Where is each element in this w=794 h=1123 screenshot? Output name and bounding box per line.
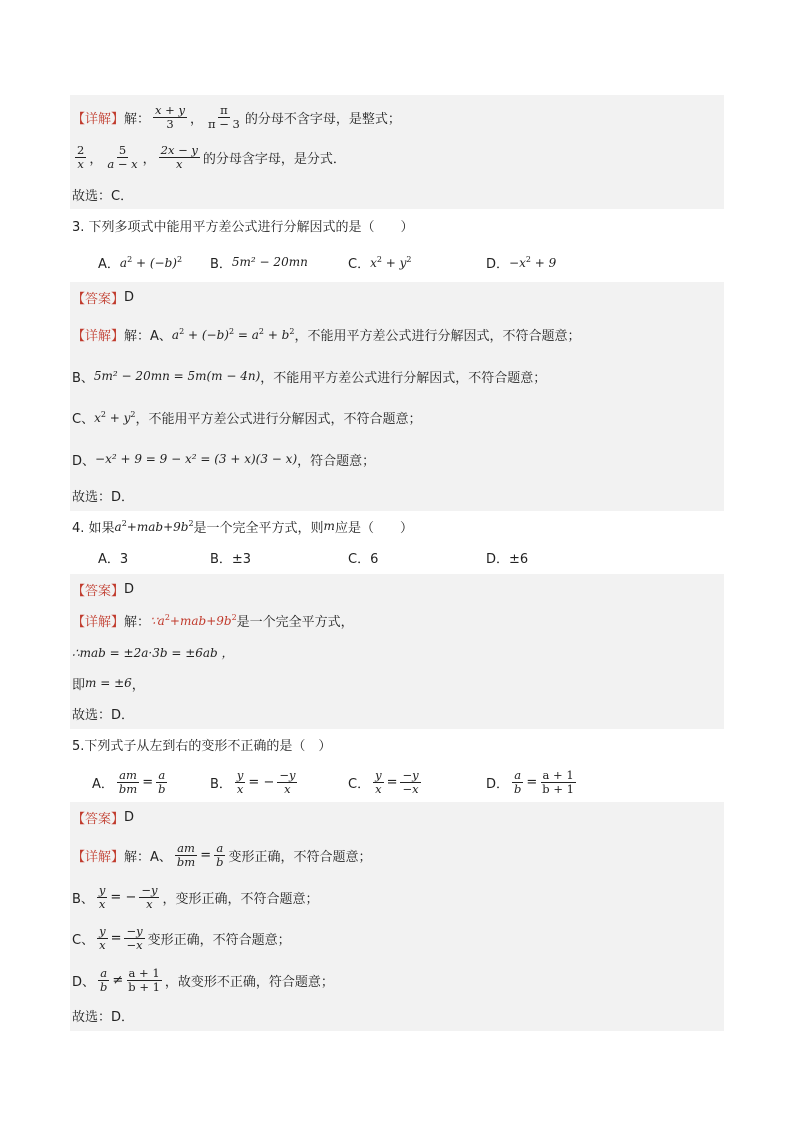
q4-option-d: D．±6 [486, 551, 529, 567]
q2-final: 故选：C． [72, 188, 134, 204]
q3-option-a: A． $a^2 + (-b)^2$ [98, 254, 183, 272]
answer-block-q3 [70, 282, 724, 511]
q5-detail-a: 【详解】 解：A、 $\frac{am}{bm}$ = $\frac{a}{b}$ 变形正确，不符合题意； [72, 840, 372, 869]
q3-option-b: B． 5m² − 20mn [210, 255, 308, 272]
fraction: $\frac{2x - y}{x}$ [160, 142, 198, 171]
q3-final: 故选：D． [72, 489, 135, 505]
fraction: $\frac{\pi}{\pi - 3}$ [207, 102, 240, 131]
q4-answer: 【答案】 D [72, 581, 135, 599]
q5-final: 故选：D． [72, 1009, 135, 1025]
q3-answer: 【答案】 D [72, 289, 135, 307]
q4-option-b: B．±3 [210, 551, 252, 567]
q4-final: 故选：D． [72, 707, 135, 723]
q5-stem: 5.下列式子从左到右的变形不正确的是（ ） [72, 738, 332, 754]
fraction: $\frac{5}{a - x}$ [107, 142, 138, 171]
q5-detail-d: D、 $\frac{a}{b}$ ≠ $\frac{a + 1}{b + 1}$ ，故变形不正确，符合题意； [72, 965, 334, 994]
q3-option-c: C． $x^2 + y^2$ [348, 254, 412, 272]
detail-tag: 【详解】 [72, 111, 125, 127]
q4-stem: 4. 如果 $a^2+mab+9b^2$ 是一个完全平方式，则 m 应是（ ） [72, 518, 413, 536]
q5-option-b: B． $\frac{y}{x}$ = − $\frac{-y}{x}$ [210, 767, 296, 796]
q4-detail-1: 【详解】 解： $\because a^2+mab+9b^2$ 是一个完全平方式， [72, 612, 354, 630]
q3-detail-c: C、 $x^2 + y^2$ ，不能用平方差公式进行分解因式，不符合题意； [72, 409, 422, 427]
detail-text: 的分母含字母，是分式． [202, 151, 346, 167]
detail-text: 解： [124, 111, 151, 127]
q3-detail-a: 【详解】 解：A、 $a^2 + (-b)^2 = a^2 + b^2$ ，不能用平方差公式进行分解因式，不符合题意； [72, 326, 581, 344]
q5-option-a: A． $\frac{am}{bm}$ = $\frac{a}{b}$ [92, 767, 166, 796]
fraction: $\frac{x + y}{3}$ [155, 102, 185, 131]
q4-option-c: C．6 [348, 551, 379, 567]
q3-detail-b: B、 5m² − 20mn = 5m(m − 4n) ，不能用平方差公式进行分解因式，不符合题意； [72, 369, 547, 386]
q5-detail-c: C、 $\frac{y}{x}$ = $\frac{-y}{-x}$ 变形正确，不符合题意； [72, 923, 291, 952]
q3-stem: 3. 下列多项式中能用平方差公式进行分解因式的是（ ） [72, 219, 414, 235]
q3-detail-d: D、 −x² + 9 = 9 − x² = (3 + x)(3 − x) ，符合题意； [72, 452, 376, 469]
q5-detail-b: B、 $\frac{y}{x}$ = − $\frac{-y}{x}$ ，变形正确，不符合题意； [72, 882, 319, 911]
q4-detail-2: ∴mab = ±2a·3b = ±6ab ， [72, 645, 234, 660]
q5-option-c: C． $\frac{y}{x}$ = $\frac{-y}{-x}$ [348, 767, 419, 796]
fraction: $\frac{2}{x}$ [77, 142, 85, 171]
q2-detail-line1: 【详解】 解： $\frac{x + y}{3}$ ， $\frac{\pi}{\pi - 3}$ 的分母不含字母，是整式； [72, 102, 401, 131]
q3-option-d: D． $-x^2 + 9$ [486, 254, 557, 272]
q4-detail-3: 即 m = ±6 ， [72, 676, 145, 693]
q2-detail-line2: $\frac{2}{x}$ ， $\frac{5}{a - x}$ ， $\frac{2x - y}{x}$ 的分母含字母，是分式． [77, 142, 346, 171]
q5-answer: 【答案】 D [72, 809, 135, 827]
q5-option-d: D． $\frac{a}{b}$ = $\frac{a + 1}{b + 1}$ [486, 767, 574, 796]
q4-option-a: A．3 [98, 551, 129, 567]
detail-text: 的分母不含字母，是整式； [244, 111, 401, 127]
